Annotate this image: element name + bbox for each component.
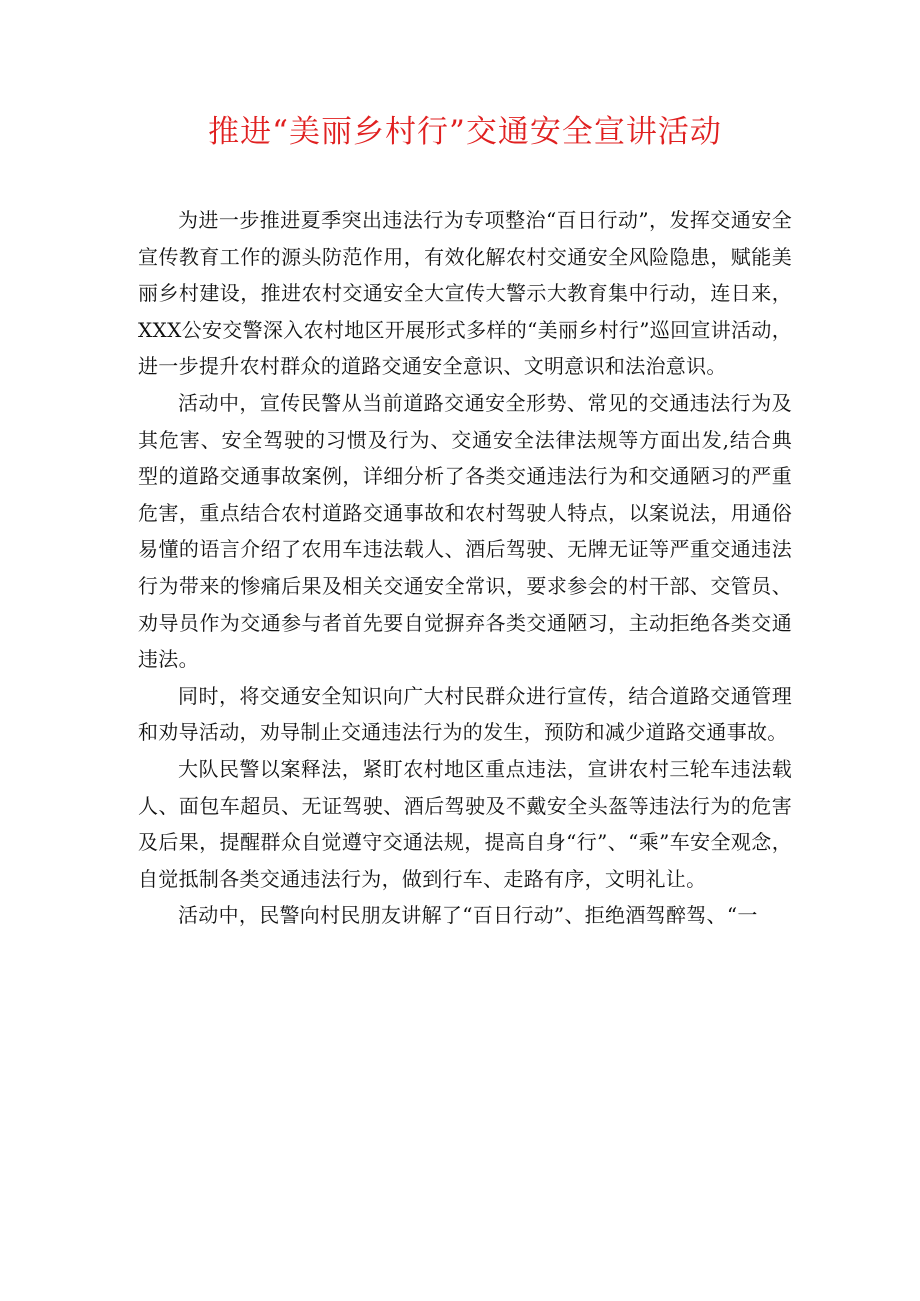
document-body [138,202,792,934]
paragraph-1: 为进一步推进夏季突出违法行为专项整治“百日行动”，发挥交通安全宣传教育工作的源头防范作用，有效化解农村交通安全风险隐患，赋能美丽乡村建设，推进农村交通安全大宣传大警示大教育集中行动，连日来，XXX公安交警深入农村地区开展形式多样的“美丽乡村行”巡回宣讲活动，进一步提升农村群众的道路交通安全意识、文明意识和法治意识。 [138,208,792,379]
paragraph-4: 大队民警以案释法，紧盯农村地区重点违法，宣讲农村三轮车违法载人、面包车超员、无证驾驶、酒后驾驶及不戴安全头盔等违法行为的危害及后果，提醒群众自觉遵守交通法规，提高自身“行”、“乘”车安全观念，自觉抵制各类交通违法行为，做到行车、走路有序，文明礼让。 [138,756,792,891]
paragraph-3: 同时，将交通安全知识向广大村民群众进行宣传，结合道路交通管理和劝导活动，劝导制止交通违法行为的发生，预防和减少道路交通事故。 [138,683,792,745]
paragraph-2: 活动中，宣传民警从当前道路交通安全形势、常见的交通违法行为及其危害、安全驾驶的习惯及行为、交通安全法律法规等方面出发,结合典型的道路交通事故案例，详细分析了各类交通违法行为和交通陋习的严重危害，重点结合农村道路交通事故和农村驾驶人特点，以案说法，用通俗易懂的语言介绍了农用车违法载人、酒后驾驶、无牌无证等严重交通违法行为带来的惨痛后果及相关交通安全常识，要求参会的村干部、交管员、劝导员作为交通参与者首先要自觉摒弃各类交通陋习，主动拒绝各类交通违法。 [138,390,792,672]
paragraph-5: 活动中，民警向村民朋友讲解了“百日行动”、拒绝酒驾醉驾、“一 [178,903,758,928]
document-title: 推进“美丽乡村行”交通安全宣讲活动 [208,114,722,150]
